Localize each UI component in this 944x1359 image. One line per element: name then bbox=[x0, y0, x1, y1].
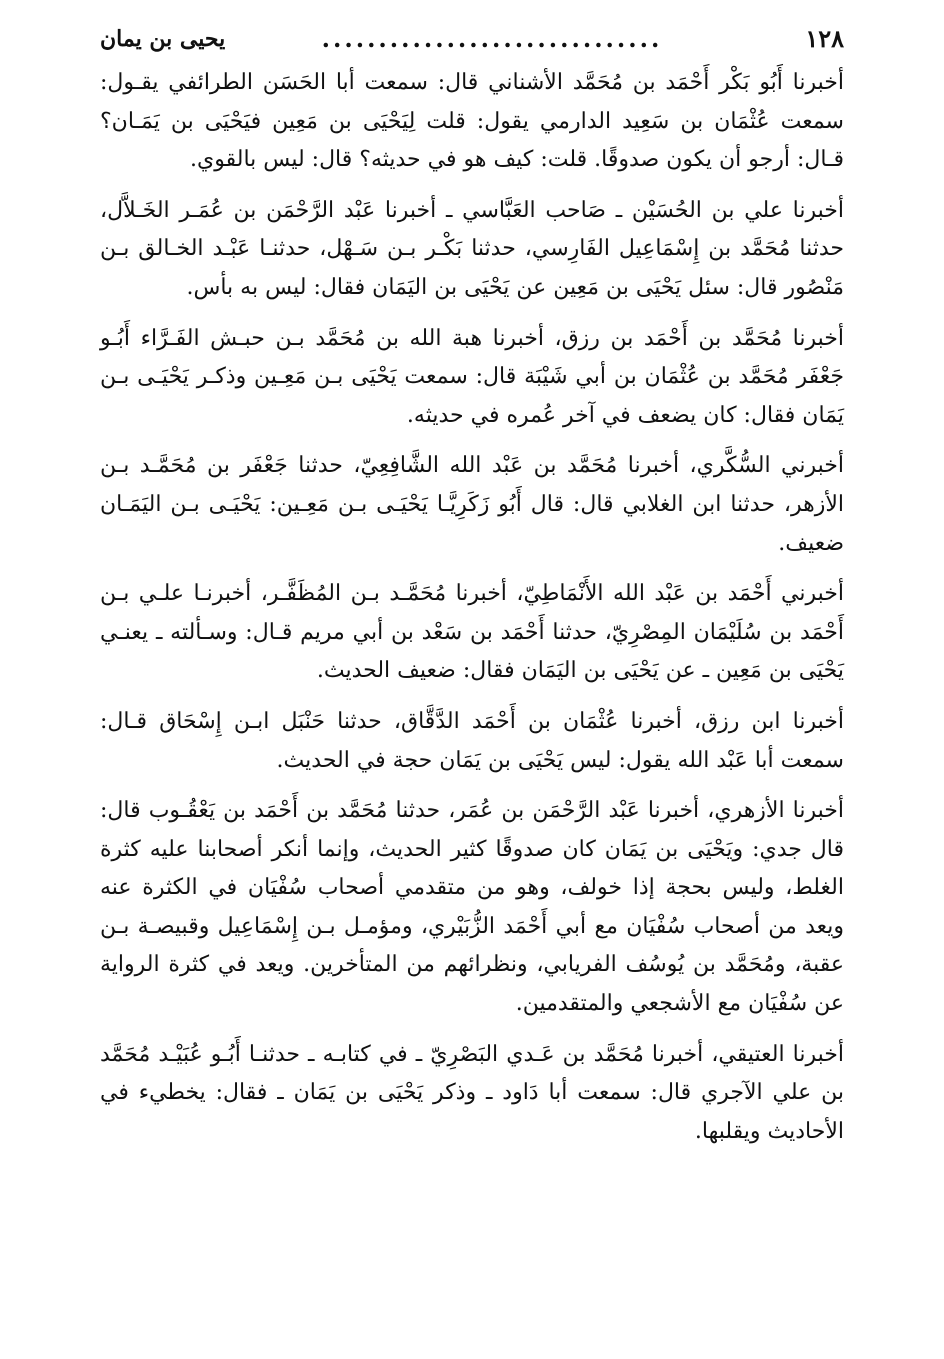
page-body bbox=[100, 64, 844, 1163]
header-dot-leader: .............................. bbox=[321, 24, 663, 53]
paragraph: أخبرنا العتيقي، أخبرنا مُحَمَّد بن عَـدي البَصْرِيّ ـ في كتابـه ـ حدثنـا أَبُـو عُبَيْـد مُحَمَّد بن علي الآجري قال: سمعت أبا دَاود ـ وذكر يَحْيَى بن يَمَان ـ فقال: يخطيء في الأحاديث ويقلبها. bbox=[100, 1041, 844, 1144]
paragraph: أخبرنا ابن رزق، أخبرنا عُثْمَان بن أَحْمَد الدَّقَّاق، حدثنا حَنْبَل ابـن إِسْحَاق قـال: سمعت أبا عَبْد الله يقول: ليس يَحْيَى بن يَمَان حجة في الحديث. bbox=[100, 708, 844, 773]
paragraph: أخبرنا مُحَمَّد بن أَحْمَد بن رزق، أخبرنا هبة الله بن مُحَمَّد بـن حبـش الفَـرَّاء أَبُـو جَعْفَر مُحَمَّد بن عُثْمَان بن أبي شَيْبَة قال: سمعت يَحْيَى بـن مَعِـين وذكـر يَحْيَـى بـن يَمَان فقال: كان يضعف في آخر عُمره في حديثه. bbox=[100, 325, 844, 428]
paragraph: أخبرني أَحْمَد بن عَبْد الله الأَنْمَاطِيّ، أخبرنا مُحَمَّـد بـن المُظَفَّـر، أخبرنـا علـي بـن أَحْمَد بن سُلَيْمَان المِصْرِيّ، حدثنا أَحْمَد بن سَعْد بن أبي مريم قـال: وسـألته ـ يعنـي يَحْيَى بن مَعِين ـ عن يَحْيَى بن اليَمَان فقال: ضعيف الحديث. bbox=[100, 581, 844, 684]
paragraph: أخبرني السُّكَّري، أخبرنا مُحَمَّد بن عَبْد الله الشَّافِعِيّ، حدثنا جَعْفَر بن مُحَمَّـد بـن الأزهر، حدثنا ابن الغلابي قال: قال أَبُو زَكَرِيَّـا يَحْيَـى بـن مَعِـين: يَحْيَـى بـن اليَمَـان ضعيف. bbox=[100, 453, 844, 556]
page-header bbox=[100, 22, 844, 56]
paragraph: أخبرنا علي بن الحُسَيْن ـ صَاحب العَبَّاسي ـ أخبرنا عَبْد الرَّحْمَن بن عُمَـر الخَـلاَّل، حدثنا مُحَمَّد بن إِسْمَاعِيل الفَارِسي، حدثنا بَكْـر بـن سَـهْل، حدثنـا عَبْـد الخـالق بـن مَنْصُور قال: سئل يَحْيَى بن مَعِين عن يَحْيَى بن اليَمَان فقال: ليس به بأس. bbox=[100, 197, 844, 300]
paragraph: أخبرنا الأزهري، أخبرنا عَبْد الرَّحْمَن بن عُمَر، حدثنا مُحَمَّد بن أَحْمَد بن يَعْقُـوب قال: قال جدي: ويَحْيَى بن يَمَان كان صدوقًا كثير الحديث، وإنما أنكر أصحابنا عليه كثرة الغلط، وليس بحجة إذا خولف، وهو من متقدمي أصحاب سُفْيَان في الكثرة عنه ويعد من أصحاب سُفْيَان مع أبي أَحْمَد الزُّبَيْري، ومؤمـل بـن إِسْمَاعِيل وقبيصـة بـن عقبة، ومُحَمَّد بن يُوسُف الفريابي، ونظرائهم من المتأخرين. ويعد في كثرة الرواية عن سُفْيَان مع الأشجعي والمتقدمين. bbox=[100, 798, 844, 1017]
page-number: ١٢٨ bbox=[805, 24, 844, 53]
paragraph: أخبرنا أَبُو بَكْر أَحْمَد بن مُحَمَّد الأشناني قال: سمعت أبا الحَسَن الطرائفي يقـول: سمعت عُثْمَان بن سَعِيد الدارمي يقول: قلت لِيَحْيَى بن مَعِين فيَحْيَى بن يَمَـان؟ قـال: أرجو أن يكون صدوقًا. قلت: كيف هو في حديثه؟ قال: ليس بالقوي. bbox=[100, 70, 844, 173]
running-title: يحيى بن يمان bbox=[100, 26, 226, 52]
